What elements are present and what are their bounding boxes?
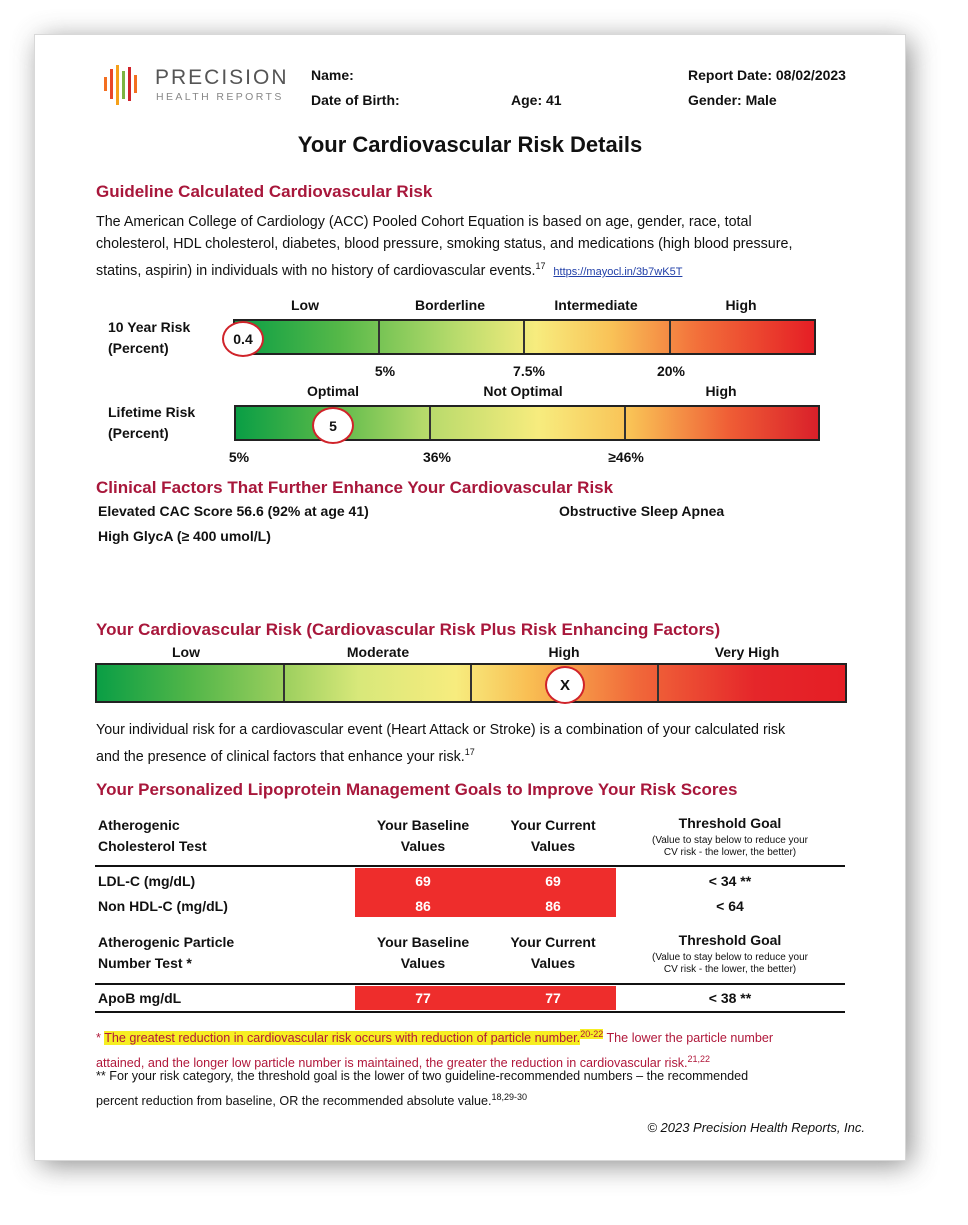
ten-year-label-line2: (Percent) bbox=[108, 340, 169, 356]
lifetime-tick bbox=[429, 407, 431, 439]
footnote-star: * bbox=[96, 1031, 105, 1046]
lifetime-threshold: 5% bbox=[228, 449, 250, 465]
lifetime-label-line1: Lifetime Risk bbox=[108, 404, 196, 420]
t2-red-block bbox=[355, 986, 616, 1010]
name-label: Name: bbox=[311, 67, 354, 83]
t2-col-current-line1: Your Current bbox=[510, 934, 596, 950]
lifetime-label bbox=[108, 402, 195, 444]
lifetime-cat-not-optimal: Not Optimal bbox=[483, 383, 563, 399]
table-row-test: Non HDL-C (mg/dL) bbox=[98, 898, 228, 914]
gender-value: Gender: Male bbox=[688, 92, 777, 108]
lifetime-tick bbox=[624, 407, 626, 439]
footnote-1-rest: The lower the particle number bbox=[603, 1031, 774, 1046]
t1-col-goal-note-line2: CV risk - the lower, the better) bbox=[663, 847, 797, 858]
report-page bbox=[34, 34, 906, 1161]
overall-tick bbox=[657, 665, 659, 701]
t1-header-rule bbox=[95, 865, 845, 867]
table-row-baseline: 69 bbox=[415, 873, 431, 889]
table-row-goal: < 34 ** bbox=[708, 873, 752, 889]
lifetime-threshold: 36% bbox=[422, 449, 452, 465]
overall-tick bbox=[470, 665, 472, 701]
guideline-text-line bbox=[96, 255, 856, 283]
logo-bars-icon bbox=[103, 63, 143, 109]
footnote-1-line2-text: attained, and the longer low particle number is maintained, the greater the reduction in cardiovascular risk. bbox=[96, 1056, 688, 1071]
lifetime-label-line2: (Percent) bbox=[108, 425, 169, 441]
dob-label: Date of Birth: bbox=[311, 92, 400, 108]
clinical-factor: Obstructive Sleep Apnea bbox=[559, 503, 725, 519]
overall-text-line bbox=[96, 741, 856, 768]
lifetime-threshold: ≥46% bbox=[608, 449, 644, 465]
t2-col-goal-title: Threshold Goal bbox=[678, 932, 782, 948]
footnote-2-line2-text: percent reduction from baseline, OR the recommended absolute value. bbox=[96, 1094, 492, 1109]
goals-heading: Your Personalized Lipoprotein Management Goals to Improve Your Risk Scores bbox=[96, 780, 738, 799]
guideline-text bbox=[96, 211, 856, 283]
overall-cat-moderate: Moderate bbox=[346, 644, 410, 660]
report-date: Report Date: 08/02/2023 bbox=[688, 67, 846, 83]
ten-year-threshold: 5% bbox=[374, 363, 396, 379]
t2-header-rule bbox=[95, 983, 845, 985]
overall-text-end: and the presence of clinical factors that enhance your risk. bbox=[96, 748, 465, 765]
t1-col-goal-title: Threshold Goal bbox=[678, 815, 782, 831]
t2-col-goal-note-line1: (Value to stay below to reduce your bbox=[651, 952, 809, 963]
ten-year-threshold: 7.5% bbox=[513, 363, 545, 379]
guideline-text-end: statins, aspirin) in individuals with no history of cardiovascular events. bbox=[96, 262, 536, 279]
table-row-test: LDL-C (mg/dL) bbox=[98, 873, 196, 889]
t2-col-baseline-line2: Values bbox=[400, 955, 446, 971]
lifetime-cat-high: High bbox=[705, 383, 737, 399]
table-row-baseline: 77 bbox=[415, 990, 431, 1006]
reference-sup: 20-22 bbox=[580, 1029, 604, 1039]
clinical-factor: Elevated CAC Score 56.6 (92% at age 41) bbox=[98, 503, 369, 519]
copyright: © 2023 Precision Health Reports, Inc. bbox=[647, 1120, 865, 1135]
t1-col-current-line2: Values bbox=[530, 838, 576, 854]
ten-year-tick bbox=[523, 321, 525, 353]
overall-heading: Your Cardiovascular Risk (Cardiovascular Risk Plus Risk Enhancing Factors) bbox=[96, 620, 721, 639]
t1-col-test-line1: Atherogenic bbox=[98, 817, 180, 833]
table-row-current: 77 bbox=[545, 990, 561, 1006]
t2-col-test bbox=[98, 932, 234, 974]
t1-col-current-line1: Your Current bbox=[510, 817, 596, 833]
clinical-heading: Clinical Factors That Further Enhance Your Cardiovascular Risk bbox=[96, 478, 614, 497]
lifetime-marker: 5 bbox=[312, 407, 354, 444]
reference-sup: 21,22 bbox=[687, 1054, 711, 1065]
t2-col-goal-note-line2: CV risk - the lower, the better) bbox=[663, 964, 797, 975]
age-value: Age: 41 bbox=[511, 92, 562, 108]
t1-col-test-line2: Cholesterol Test bbox=[98, 838, 207, 854]
guideline-heading: Guideline Calculated Cardiovascular Risk bbox=[96, 182, 433, 201]
t1-col-goal-note-line1: (Value to stay below to reduce your bbox=[651, 835, 809, 846]
table-row-test: ApoB mg/dL bbox=[98, 990, 182, 1006]
ten-year-cat-high: High bbox=[725, 297, 757, 313]
reference-sup: 18,29-30 bbox=[491, 1092, 528, 1102]
t1-col-test bbox=[98, 815, 207, 857]
footnote-2-line1: ** For your risk category, the threshold goal is the lower of two guideline-recommended numbers – the recommended bbox=[96, 1069, 749, 1083]
footnote-2-line2 bbox=[96, 1087, 876, 1112]
overall-cat-high: High bbox=[548, 644, 580, 660]
overall-tick bbox=[283, 665, 285, 701]
table-row-current: 69 bbox=[545, 873, 561, 889]
table-row-goal: < 64 bbox=[716, 898, 744, 914]
overall-cat-very-high: Very High bbox=[714, 644, 780, 660]
table-row-current: 86 bbox=[545, 898, 561, 914]
ten-year-cat-intermediate: Intermediate bbox=[554, 297, 638, 313]
reference-sup: 17 bbox=[464, 747, 475, 757]
ten-year-threshold: 20% bbox=[656, 363, 686, 379]
footnote-1-line1 bbox=[96, 1024, 876, 1049]
overall-marker: X bbox=[545, 666, 585, 704]
t2-bottom-rule bbox=[95, 1011, 845, 1013]
guideline-text-line: cholesterol, HDL cholesterol, diabetes, blood pressure, smoking status, and medications (high blood pressure, bbox=[96, 236, 793, 252]
reference-sup: 17 bbox=[535, 261, 546, 271]
table-row-baseline: 86 bbox=[415, 898, 431, 914]
clinical-factor: High GlycA (≥ 400 umol/L) bbox=[98, 528, 271, 544]
overall-risk-bar bbox=[95, 663, 847, 703]
overall-text bbox=[96, 719, 856, 768]
logo-line2: HEALTH REPORTS bbox=[156, 91, 284, 103]
t2-col-baseline bbox=[377, 932, 469, 974]
t2-col-current-line2: Values bbox=[530, 955, 576, 971]
footnote-2 bbox=[96, 1066, 876, 1112]
t2-col-current bbox=[510, 932, 595, 974]
logo-line1: PRECISION bbox=[155, 66, 289, 89]
t1-col-current bbox=[510, 815, 595, 857]
logo bbox=[103, 63, 293, 109]
page-title: Your Cardiovascular Risk Details bbox=[297, 132, 643, 157]
t2-col-goal bbox=[652, 931, 808, 976]
t1-col-baseline-line2: Values bbox=[400, 838, 446, 854]
ten-year-risk-bar bbox=[233, 319, 816, 355]
overall-cat-low: Low bbox=[172, 644, 200, 660]
ten-year-cat-low: Low bbox=[291, 297, 319, 313]
ten-year-label-line1: 10 Year Risk bbox=[108, 319, 191, 335]
t1-col-baseline bbox=[377, 815, 469, 857]
mayo-link[interactable]: https://mayocl.in/3b7wK5T bbox=[553, 265, 683, 278]
ten-year-cat-borderline: Borderline bbox=[414, 297, 486, 313]
t2-col-test-line1: Atherogenic Particle bbox=[98, 934, 235, 950]
t1-col-goal bbox=[652, 814, 808, 859]
t1-col-baseline-line1: Your Baseline bbox=[376, 817, 470, 833]
footnote-highlight: The greatest reduction in cardiovascular risk occurs with reduction of particle number. bbox=[104, 1031, 581, 1046]
ten-year-label bbox=[108, 317, 190, 359]
guideline-text-line: The American College of Cardiology (ACC) Pooled Cohort Equation is based on age, gender, race, total bbox=[96, 214, 752, 230]
overall-text-line: Your individual risk for a cardiovascular event (Heart Attack or Stroke) is a combination of your calculated risk bbox=[96, 722, 786, 738]
t1-red-block bbox=[355, 868, 616, 917]
lifetime-cat-optimal: Optimal bbox=[306, 383, 360, 399]
t2-col-baseline-line1: Your Baseline bbox=[376, 934, 470, 950]
table-row-goal: < 38 ** bbox=[708, 990, 752, 1006]
t2-col-test-line2: Number Test * bbox=[98, 955, 192, 971]
ten-year-tick bbox=[378, 321, 380, 353]
ten-year-tick bbox=[669, 321, 671, 353]
ten-year-marker: 0.4 bbox=[222, 321, 264, 357]
